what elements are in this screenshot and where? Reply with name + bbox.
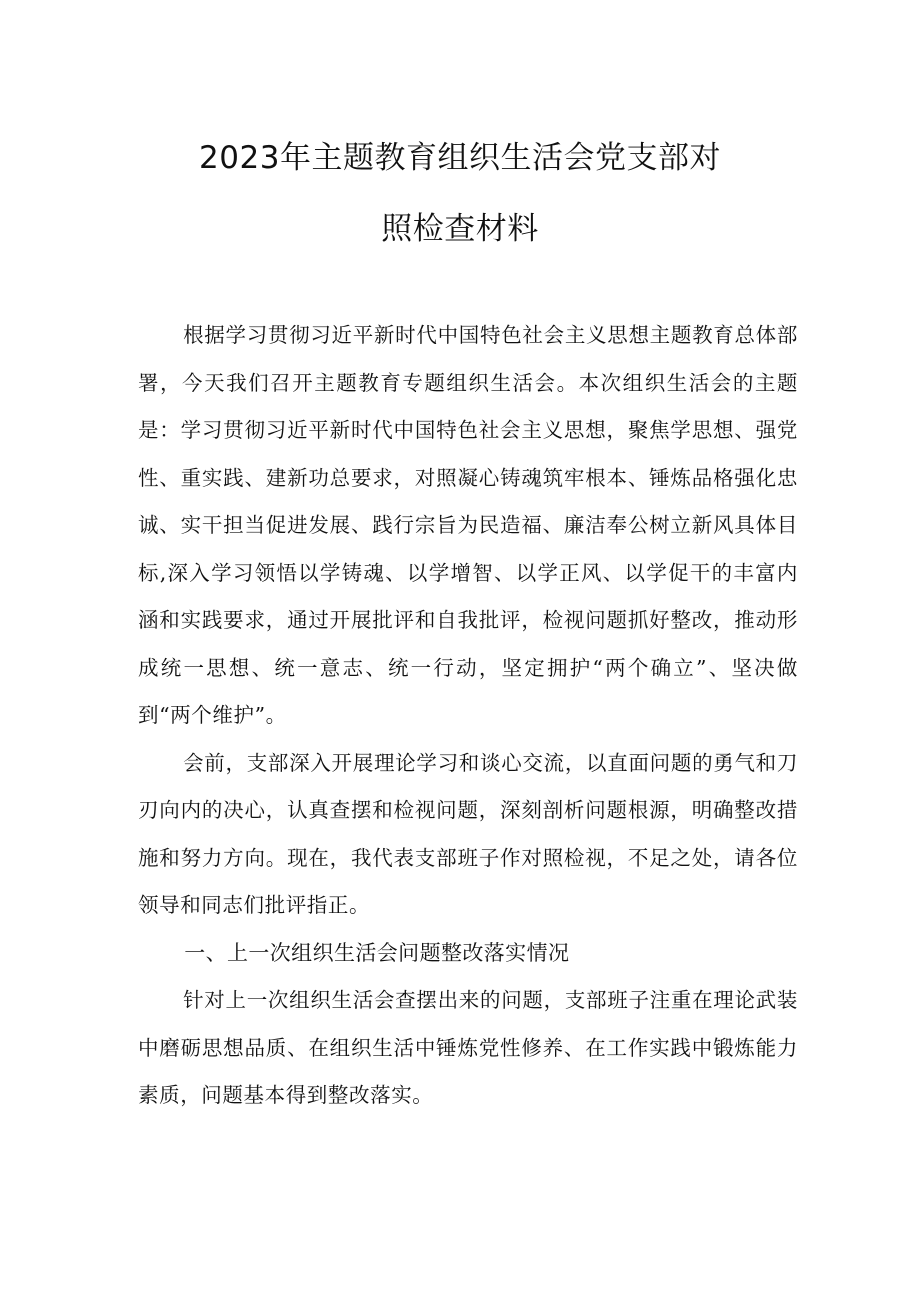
intro-paragraph: 根据学习贯彻习近平新时代中国特色社会主义思想主题教育总体部署，今天我们召开主题教育专题组织生活会。本次组织生活会的主题是：学习贯彻习近平新时代中国特色社会主义思想，聚焦学思想、强党性、重实践、建新功总要求，对照凝心铸魂筑牢根本、锤炼品格强化忠诚、实干担当促进发展、践行宗旨为民造福、廉洁奉公树立新风具体目标,深入学习领悟以学铸魂、以学增智、以学正风、以学促干的丰富内涵和实践要求，通过开展批评和自我批评，检视问题抓好整改，推动形成统一思想、统一意志、统一行动，坚定拥护“两个确立”、坚决做到“两个维护”。	[138, 323, 798, 727]
document-body	[138, 312, 798, 1120]
section-1-heading: 一、上一次组织生活会问题整改落实情况	[184, 940, 570, 965]
section-1-paragraph: 针对上一次组织生活会查摆出来的问题，支部班子注重在理论武装中磨砺思想品质、在组织生活中锤炼党性修养、在工作实践中锻炼能力素质，问题基本得到整改落实。	[138, 988, 798, 1107]
preparation-paragraph: 会前，支部深入开展理论学习和谈心交流，以直面问题的勇气和刀刃向内的决心，认真查摆和检视问题，深刻剖析问题根源，明确整改措施和努力方向。现在，我代表支部班子作对照检视，不足之处，请各位领导和同志们批评指正。	[138, 750, 798, 917]
document-title-line-2: 照检查材料	[381, 211, 539, 247]
document-title-line-1: 2023年主题教育组织生活会党支部对	[199, 140, 721, 176]
